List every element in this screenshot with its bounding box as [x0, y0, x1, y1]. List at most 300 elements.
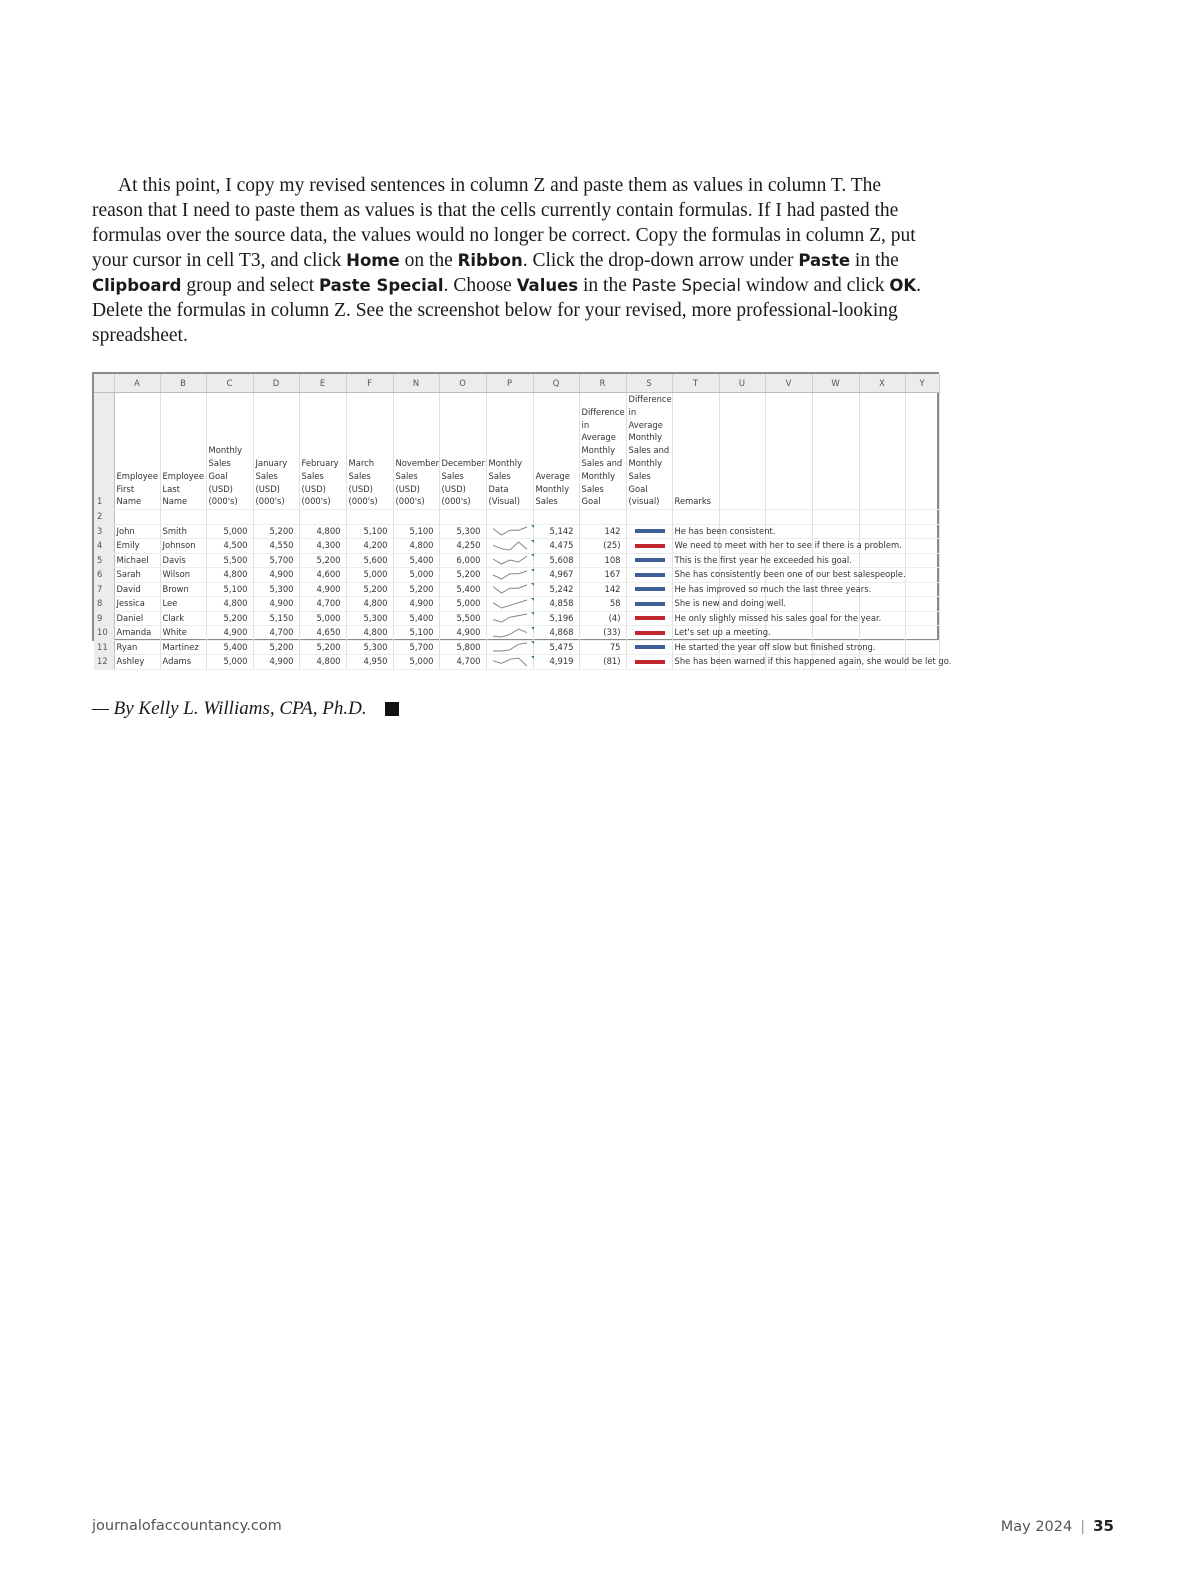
average-cell: 4,967 [533, 568, 579, 583]
header-label: February Sales (USD) (000's) [301, 457, 339, 507]
empty-cell [859, 553, 905, 568]
header-cell [299, 393, 346, 510]
sales-cell-jan: 4,900 [253, 568, 299, 583]
empty-cell [626, 510, 672, 525]
difference-bar-cell [626, 524, 672, 539]
empty-cell [486, 510, 533, 525]
empty-cell [393, 510, 439, 525]
header-cell [859, 393, 905, 510]
empty-cell [206, 510, 253, 525]
sparkline-cell [486, 626, 533, 641]
byline: — By Kelly L. Williams, CPA, Ph.D. [92, 698, 367, 719]
difference-bar-cell [626, 640, 672, 655]
sales-cell-goal: 4,800 [206, 597, 253, 612]
remark-text: He only slighly missed his sales goal for the year. [674, 612, 882, 623]
sales-cell-jan: 4,550 [253, 539, 299, 554]
sparkline-cell [486, 568, 533, 583]
table-row [94, 597, 939, 612]
empty-cell [905, 640, 939, 655]
empty-cell [672, 510, 719, 525]
blank-row [94, 510, 939, 525]
row-number: 6 [94, 568, 114, 583]
negative-bar [635, 660, 665, 664]
sparkline [489, 540, 535, 552]
table-row [94, 655, 939, 670]
column-letter: N [393, 374, 439, 393]
column-letter: P [486, 374, 533, 393]
remark-cell [672, 640, 876, 655]
cell-indicator [531, 656, 534, 659]
sparkline-cell [486, 611, 533, 626]
sparkline [489, 598, 535, 610]
first-name-cell: Amanda [114, 626, 160, 641]
sales-cell-goal: 4,900 [206, 626, 253, 641]
difference-bar-cell [626, 597, 672, 612]
difference-bar-cell [626, 655, 672, 670]
empty-cell [765, 626, 812, 641]
difference-cell: (4) [579, 611, 626, 626]
header-row [94, 393, 939, 510]
sales-cell-goal: 5,400 [206, 640, 253, 655]
cell-indicator [531, 598, 534, 601]
sales-cell-dec: 5,400 [439, 582, 486, 597]
difference-cell: 142 [579, 582, 626, 597]
sales-cell-dec: 4,900 [439, 626, 486, 641]
empty-cell [765, 510, 812, 525]
row-number: 4 [94, 539, 114, 554]
remark-text: We need to meet with her to see if there is a problem. [674, 540, 902, 551]
sparkline-cell [486, 597, 533, 612]
empty-cell [905, 582, 939, 597]
sales-cell-nov: 4,800 [393, 539, 439, 554]
first-name-cell: David [114, 582, 160, 597]
header-cell [160, 393, 206, 510]
remark-text: This is the first year he exceeded his goal. [674, 554, 852, 565]
average-cell: 5,142 [533, 524, 579, 539]
sales-cell-jan: 5,300 [253, 582, 299, 597]
sparkline [489, 641, 535, 653]
column-letter: S [626, 374, 672, 393]
positive-bar [635, 602, 665, 606]
empty-cell [579, 510, 626, 525]
cell-indicator [531, 583, 534, 586]
sparkline [489, 554, 535, 566]
sales-cell-nov: 5,200 [393, 582, 439, 597]
table-row [94, 626, 939, 641]
difference-bar-cell [626, 539, 672, 554]
cell-indicator [531, 525, 534, 528]
sales-cell-dec: 6,000 [439, 553, 486, 568]
header-cell [486, 393, 533, 510]
table-row [94, 524, 939, 539]
remark-text: Let's set up a meeting. [674, 627, 771, 638]
remark-cell [672, 568, 906, 583]
sales-cell-feb: 4,800 [299, 655, 346, 670]
sparkline-cell [486, 640, 533, 655]
sales-cell-feb: 5,200 [299, 553, 346, 568]
sales-cell-mar: 5,600 [346, 553, 393, 568]
empty-cell [812, 524, 859, 539]
header-cell [672, 393, 719, 510]
remark-text: She has consistently been one of our best salespeople. [674, 569, 906, 580]
sales-cell-jan: 5,200 [253, 640, 299, 655]
sparkline-path [493, 658, 527, 666]
column-letter: C [206, 374, 253, 393]
average-cell: 4,919 [533, 655, 579, 670]
remark-cell [672, 524, 776, 539]
remark-text: She is new and doing well. [674, 598, 787, 609]
sales-cell-mar: 4,800 [346, 597, 393, 612]
difference-cell: 75 [579, 640, 626, 655]
average-cell: 4,858 [533, 597, 579, 612]
sales-cell-feb: 4,300 [299, 539, 346, 554]
first-name-cell: Ashley [114, 655, 160, 670]
sales-cell-nov: 5,700 [393, 640, 439, 655]
average-cell: 5,608 [533, 553, 579, 568]
difference-bar-cell [626, 582, 672, 597]
first-name-cell: Michael [114, 553, 160, 568]
column-header-row [94, 374, 939, 393]
article-paragraph: At this point, I copy my revised sentences in column Z and paste them as values in column T. The reason that I need to paste them as values is that the cells currently contain formulas. If I had pasted the formulas over the source data, the values would no longer be correct. Copy the formulas in column Z, put your cursor in cell T3, and click Home on the Ribbon. Click the drop-down arrow under Paste in the Clipboard group and select Paste Special. Choose Values in the Paste Special window and click OK. Delete the formulas in column Z. See the screenshot below for your revised, more professional-looking spreadsheet. [92, 175, 922, 346]
header-cell [206, 393, 253, 510]
header-label: March Sales (USD) (000's) [348, 457, 378, 507]
sales-cell-feb: 4,650 [299, 626, 346, 641]
first-name-cell: Emily [114, 539, 160, 554]
footer-issue [1001, 1517, 1114, 1535]
empty-cell [859, 524, 905, 539]
sparkline-path [493, 643, 527, 651]
negative-bar [635, 631, 665, 635]
difference-bar-cell [626, 553, 672, 568]
header-cell [765, 393, 812, 510]
sales-cell-goal: 4,500 [206, 539, 253, 554]
sales-cell-dec: 5,500 [439, 611, 486, 626]
remark-cell [672, 553, 852, 568]
header-label: Remarks [674, 496, 712, 507]
end-mark [385, 702, 399, 716]
table-row [94, 553, 939, 568]
remark-cell [672, 539, 902, 554]
row-number: 11 [94, 640, 114, 655]
sales-cell-goal: 4,800 [206, 568, 253, 583]
header-cell [719, 393, 765, 510]
sales-cell-goal: 5,200 [206, 611, 253, 626]
last-name-cell: Lee [160, 597, 206, 612]
sales-cell-mar: 5,200 [346, 582, 393, 597]
empty-cell [812, 597, 859, 612]
sales-cell-mar: 5,100 [346, 524, 393, 539]
footer-site: journalofaccountancy.com [92, 1518, 282, 1534]
row-number: 3 [94, 524, 114, 539]
empty-cell [346, 510, 393, 525]
first-name-cell: Daniel [114, 611, 160, 626]
footer-separator: | [1080, 1519, 1086, 1535]
cell-indicator [531, 641, 534, 644]
sales-cell-feb: 4,800 [299, 524, 346, 539]
first-name-cell: Ryan [114, 640, 160, 655]
table-row [94, 568, 939, 583]
column-letter: A [114, 374, 160, 393]
sales-cell-dec: 4,250 [439, 539, 486, 554]
spreadsheet-table [94, 374, 952, 670]
sales-cell-jan: 4,900 [253, 655, 299, 670]
average-cell: 4,868 [533, 626, 579, 641]
sales-cell-nov: 5,100 [393, 626, 439, 641]
header-cell [533, 393, 579, 510]
average-cell: 5,475 [533, 640, 579, 655]
sales-cell-mar: 4,800 [346, 626, 393, 641]
sales-cell-nov: 5,100 [393, 524, 439, 539]
empty-cell [905, 611, 939, 626]
sparkline-path [493, 542, 527, 550]
sparkline [489, 612, 535, 624]
remark-text: He has improved so much the last three years. [674, 583, 872, 594]
positive-bar [635, 587, 665, 591]
positive-bar [635, 529, 665, 533]
last-name-cell: Smith [160, 524, 206, 539]
remark-cell [672, 611, 882, 626]
difference-cell: (25) [579, 539, 626, 554]
spreadsheet-screenshot [92, 372, 952, 667]
column-letter: O [439, 374, 486, 393]
row-number: 12 [94, 655, 114, 670]
header-cell [439, 393, 486, 510]
difference-bar-cell [626, 568, 672, 583]
difference-cell: 108 [579, 553, 626, 568]
table-row [94, 640, 939, 655]
sales-cell-feb: 4,600 [299, 568, 346, 583]
column-letter: U [719, 374, 765, 393]
header-cell [812, 393, 859, 510]
average-cell: 5,196 [533, 611, 579, 626]
column-letter: D [253, 374, 299, 393]
sparkline-path [493, 600, 527, 608]
empty-cell [859, 626, 905, 641]
header-cell [114, 393, 160, 510]
cell-indicator [531, 554, 534, 557]
sales-cell-feb: 4,900 [299, 582, 346, 597]
sales-cell-dec: 4,700 [439, 655, 486, 670]
column-letter: R [579, 374, 626, 393]
average-cell: 4,475 [533, 539, 579, 554]
row-number: 2 [94, 510, 114, 525]
row-number: 5 [94, 553, 114, 568]
header-label: Monthly Sales Goal (USD) (000's) [208, 445, 243, 507]
sales-cell-mar: 5,300 [346, 640, 393, 655]
difference-bar-cell [626, 626, 672, 641]
sales-cell-mar: 5,300 [346, 611, 393, 626]
positive-bar [635, 573, 665, 577]
column-letter: Q [533, 374, 579, 393]
sparkline-cell [486, 553, 533, 568]
last-name-cell: Johnson [160, 539, 206, 554]
cell-indicator [531, 627, 534, 630]
empty-cell [719, 510, 765, 525]
sales-cell-dec: 5,200 [439, 568, 486, 583]
empty-cell [114, 510, 160, 525]
negative-bar [635, 544, 665, 548]
last-name-cell: White [160, 626, 206, 641]
sales-cell-jan: 5,200 [253, 524, 299, 539]
sales-cell-dec: 5,300 [439, 524, 486, 539]
sparkline-path [493, 571, 527, 579]
last-name-cell: Clark [160, 611, 206, 626]
header-cell [346, 393, 393, 510]
row-number: 1 [94, 393, 114, 510]
header-label: Employee First Name [116, 470, 158, 507]
row-number: 9 [94, 611, 114, 626]
sparkline-cell [486, 524, 533, 539]
difference-cell: 167 [579, 568, 626, 583]
sales-cell-goal: 5,500 [206, 553, 253, 568]
issue-date: May 2024 [1000, 1519, 1073, 1535]
sales-cell-goal: 5,000 [206, 524, 253, 539]
header-label: Difference in Average Monthly Sales and Monthly Sales Goal (visual) [628, 394, 672, 507]
difference-cell: 142 [579, 524, 626, 539]
sales-cell-mar: 4,950 [346, 655, 393, 670]
empty-cell [859, 510, 905, 525]
column-letter: E [299, 374, 346, 393]
sparkline-cell [486, 582, 533, 597]
sales-cell-mar: 4,200 [346, 539, 393, 554]
column-letter: B [160, 374, 206, 393]
header-label: Employee Last Name [162, 470, 204, 507]
last-name-cell: Wilson [160, 568, 206, 583]
sales-cell-jan: 5,700 [253, 553, 299, 568]
sales-cell-mar: 5,000 [346, 568, 393, 583]
column-letter: T [672, 374, 719, 393]
remark-text: She has been warned if this happened again, she would be let go. [674, 656, 952, 667]
empty-cell [299, 510, 346, 525]
select-all-corner [94, 374, 114, 393]
first-name-cell: Jessica [114, 597, 160, 612]
last-name-cell: Martinez [160, 640, 206, 655]
remark-cell [672, 626, 771, 641]
sales-cell-feb: 5,000 [299, 611, 346, 626]
remark-cell [672, 655, 952, 670]
column-letter: V [765, 374, 812, 393]
sales-cell-nov: 5,400 [393, 611, 439, 626]
table-row [94, 582, 939, 597]
negative-bar [635, 616, 665, 620]
empty-cell [905, 524, 939, 539]
empty-cell [905, 597, 939, 612]
sales-cell-jan: 5,150 [253, 611, 299, 626]
sparkline-cell [486, 539, 533, 554]
remark-text: He started the year off slow but finished strong. [674, 641, 876, 652]
first-name-cell: Sarah [114, 568, 160, 583]
sales-cell-dec: 5,800 [439, 640, 486, 655]
header-label: Difference in Average Monthly Sales and Monthly Sales Goal [581, 406, 625, 507]
empty-cell [160, 510, 206, 525]
column-letter: F [346, 374, 393, 393]
remark-cell [672, 597, 787, 612]
empty-cell [905, 626, 939, 641]
empty-cell [905, 553, 939, 568]
sparkline-cell [486, 655, 533, 670]
header-label: December Sales (USD) (000's) [441, 457, 485, 507]
remark-cell [672, 582, 872, 597]
header-label: November Sales (USD) (000's) [395, 457, 440, 507]
last-name-cell: Adams [160, 655, 206, 670]
sales-cell-dec: 5,000 [439, 597, 486, 612]
sales-cell-goal: 5,100 [206, 582, 253, 597]
table-row [94, 611, 939, 626]
sparkline [489, 583, 535, 595]
header-cell [905, 393, 939, 510]
sparkline [489, 627, 535, 639]
row-number: 8 [94, 597, 114, 612]
empty-cell [812, 510, 859, 525]
sparkline-path [493, 527, 527, 535]
empty-cell [812, 626, 859, 641]
sales-cell-nov: 5,000 [393, 568, 439, 583]
first-name-cell: John [114, 524, 160, 539]
sparkline [489, 525, 535, 537]
sales-cell-nov: 4,900 [393, 597, 439, 612]
row-number: 10 [94, 626, 114, 641]
difference-bar-cell [626, 611, 672, 626]
difference-cell: (33) [579, 626, 626, 641]
difference-cell: (81) [579, 655, 626, 670]
remark-text: He has been consistent. [674, 525, 776, 536]
row-number: 7 [94, 582, 114, 597]
sales-cell-jan: 4,700 [253, 626, 299, 641]
column-letter: X [859, 374, 905, 393]
column-letter: Y [905, 374, 939, 393]
sparkline [489, 656, 535, 668]
sparkline-path [493, 614, 527, 622]
sales-cell-feb: 4,700 [299, 597, 346, 612]
sparkline-path [493, 556, 527, 564]
average-cell: 5,242 [533, 582, 579, 597]
empty-cell [859, 597, 905, 612]
empty-cell [905, 568, 939, 583]
sales-cell-nov: 5,000 [393, 655, 439, 670]
header-label: January Sales (USD) (000's) [255, 457, 288, 507]
empty-cell [439, 510, 486, 525]
cell-indicator [531, 569, 534, 572]
header-label: Monthly Sales Data (Visual) [488, 457, 523, 507]
empty-cell [905, 539, 939, 554]
last-name-cell: Brown [160, 582, 206, 597]
header-cell [253, 393, 299, 510]
cell-indicator [531, 540, 534, 543]
column-letter: W [812, 374, 859, 393]
sales-cell-nov: 5,400 [393, 553, 439, 568]
header-cell [626, 393, 672, 510]
positive-bar [635, 645, 665, 649]
sales-cell-jan: 4,900 [253, 597, 299, 612]
header-cell [393, 393, 439, 510]
empty-cell [253, 510, 299, 525]
last-name-cell: Davis [160, 553, 206, 568]
sales-cell-goal: 5,000 [206, 655, 253, 670]
sparkline [489, 569, 535, 581]
positive-bar [635, 558, 665, 562]
sparkline-path [493, 629, 527, 637]
header-label: Average Monthly Sales [535, 470, 570, 507]
sales-cell-feb: 5,200 [299, 640, 346, 655]
difference-cell: 58 [579, 597, 626, 612]
sparkline-path [493, 585, 527, 593]
empty-cell [533, 510, 579, 525]
header-cell [579, 393, 626, 510]
table-row [94, 539, 939, 554]
cell-indicator [531, 612, 534, 615]
empty-cell [905, 510, 939, 525]
page-number: 35 [1093, 1517, 1114, 1535]
